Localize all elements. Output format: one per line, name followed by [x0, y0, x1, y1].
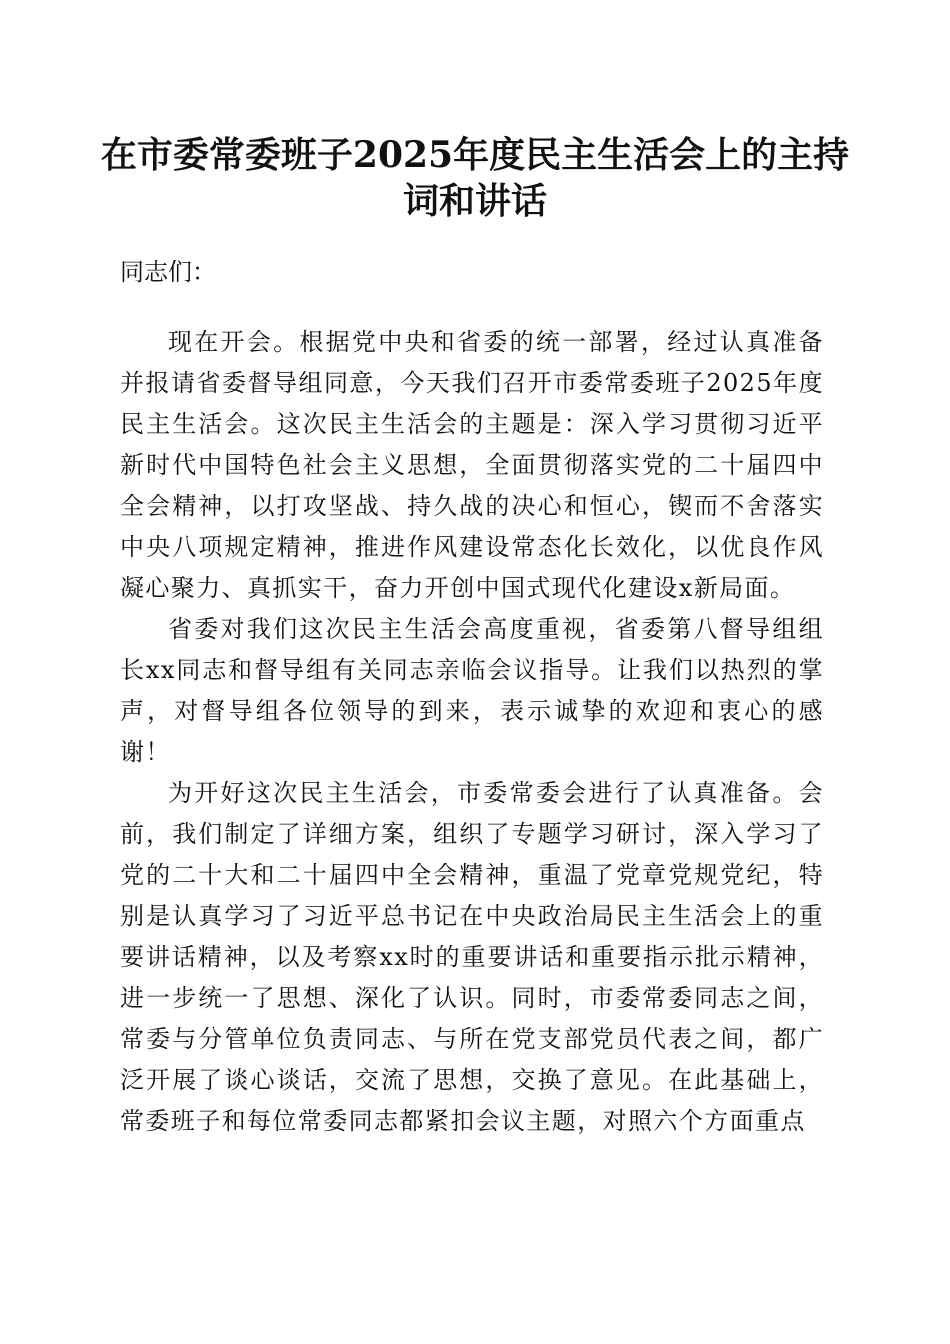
- document-title: 在市委常委班子2025年度民主生活会上的主持词和讲话: [100, 134, 850, 222]
- paragraph-supervision-group: 省委对我们这次民主生活会高度重视，省委第八督导组组长xx同志和督导组有关同志亲临会议指导。让我们以热烈的掌声，对督导组各位领导的到来，表示诚挚的欢迎和衷心的感谢！: [120, 615, 824, 766]
- paragraph-preparation: 为开好这次民主生活会，市委常委会进行了认真准备。会前，我们制定了详细方案，组织了专题学习研讨，深入学习了党的二十大和二十届四中全会精神，重温了党章党规党纪，特别是认真学习了习近平总书记在中央政治局民主生活会上的重要讲话精神，以及考察xx时的重要讲话和重要指示批示精神，进一步统一了思想、深化了认识。同时，市委常委同志之间，常委与分管单位负责同志、与所在党支部党员代表之间，都广泛开展了谈心谈话，交流了思想，交换了意见。在此基础上，常委班子和每位常委同志都紧扣会议主题，对照六个方面重点: [120, 779, 824, 1135]
- paragraph-opening: 现在开会。根据党中央和省委的统一部署，经过认真准备并报请省委督导组同意，今天我们召开市委常委班子2025年度民主生活会。这次民主生活会的主题是：深入学习贯彻习近平新时代中国特色社会主义思想，全面贯彻落实党的二十届四中全会精神，以打攻坚战、持久战的决心和恒心，锲而不舍落实中央八项规定精神，推进作风建设常态化长效化，以优良作风凝心聚力、真抓实干，奋力开创中国式现代化建设x新局面。: [120, 328, 824, 602]
- salutation: 同志们：: [120, 258, 216, 286]
- document-body: [120, 322, 824, 1142]
